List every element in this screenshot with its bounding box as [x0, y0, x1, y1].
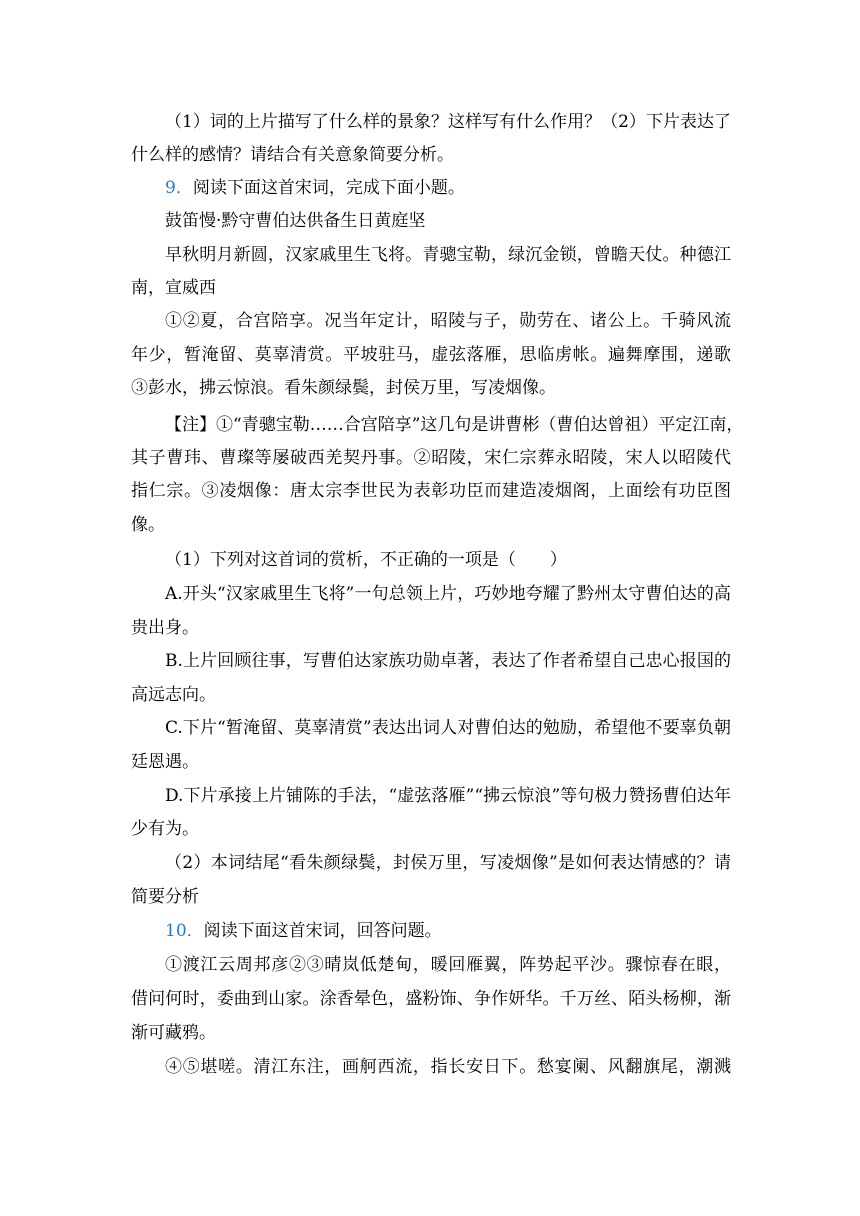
q9-sub2-question: （2）本词结尾“看朱颜绿鬓，封侯万里，写凌烟像”是如何表达情感的？请: [165, 853, 731, 873]
q9-sub2-question-cont: 简要分析: [131, 887, 199, 907]
q9-option-c: C.下片“暂淹留、莫辜清赏”表达出词人对曹伯达的勉励，希望他不要辜负朝: [165, 718, 731, 738]
q9-option-d: D.下片承接上片铺陈的手法，“虚弦落雁”“拂云惊浪”等句极力赞扬曹伯达年: [165, 786, 731, 806]
q9-poem-line: ①②夏，合宫陪享。况当年定计，昭陵与子，勋劳在、诸公上。千骑风流: [165, 311, 731, 331]
q9-poem-title: 鼓笛慢·黔守曹伯达供备生日黄庭坚: [165, 211, 426, 231]
q9-note-line: 【注】①“青骢宝勒……合宫陪享”这几句是讲曹彬（曹伯达曾祖）平定江南，: [165, 415, 744, 435]
q9-option-a-cont: 贵出身。: [131, 618, 199, 638]
q8-sub-question-line: （1）词的上片描写了什么样的景象？这样写有什么作用？（2）下片表达了: [165, 112, 731, 132]
q10-number: 10．: [165, 921, 204, 941]
q10-heading: [165, 919, 731, 943]
q9-option-c-cont: 廷恩遇。: [131, 752, 199, 772]
q9-note-line: 指仁宗。③凌烟像：唐太宗李世民为表彰功臣而建造凌烟阁，上面绘有功臣图: [131, 481, 731, 501]
q9-option-d-cont: 少有为。: [131, 819, 199, 839]
q9-option-b: B.上片回顾往事，写曹伯达家族功勋卓著，表达了作者希望自己忠心报国的: [165, 651, 731, 671]
q9-poem-line: ③彭水，拂云惊浪。看朱颜绿鬓，封侯万里，写凌烟像。: [131, 378, 556, 398]
q10-poem-line: ①渡江云周邦彦②③晴岚低楚甸，暖回雁翼，阵势起平沙。骤惊春在眼，: [165, 955, 731, 975]
q9-option-b-cont: 高远志向。: [131, 685, 216, 705]
q9-poem-line: 南，宣威西: [131, 278, 216, 298]
q10-poem-line: 借问何时，委曲到山家。涂香晕色，盛粉饰、争作妍华。千万丝、陌头杨柳，渐: [131, 989, 731, 1009]
q9-note-line: 像。: [131, 515, 165, 535]
q9-poem-line: 早秋明月新圆，汉家戚里生飞将。青骢宝勒，绿沉金锁，曾瞻天仗。种德江: [165, 245, 731, 265]
q10-prompt: 阅读下面这首宋词，回答问题。: [203, 921, 442, 941]
q9-prompt: 阅读下面这首宋词，完成下面小题。: [192, 178, 465, 198]
q9-heading: [165, 176, 731, 200]
q10-poem-line: ④⑤堪嗟。清江东注，画舸西流，指长安日下。愁宴阑、风翻旗尾，潮溅: [165, 1057, 731, 1077]
q9-sub1-question: （1）下列对这首词的赏析，不正确的一项是（ ）: [165, 550, 567, 570]
q9-note-line: 其子曹玮、曹璨等屡破西羌契丹事。②昭陵，宋仁宗葬永昭陵，宋人以昭陵代: [131, 448, 731, 468]
q10-poem-line: 渐可藏鸦。: [131, 1023, 216, 1043]
q8-sub-question-line: 什么样的感情？请结合有关意象简要分析。: [131, 145, 454, 165]
q9-poem-line: 年少，暂淹留、莫辜清赏。平坡驻马，虚弦落雁，思临虏帐。遍舞摩围，递歌: [131, 345, 731, 365]
q9-option-a: A.开头“汉家戚里生飞将”一句总领上片，巧妙地夸耀了黔州太守曹伯达的高: [165, 584, 731, 604]
q9-number: 9．: [165, 178, 193, 198]
